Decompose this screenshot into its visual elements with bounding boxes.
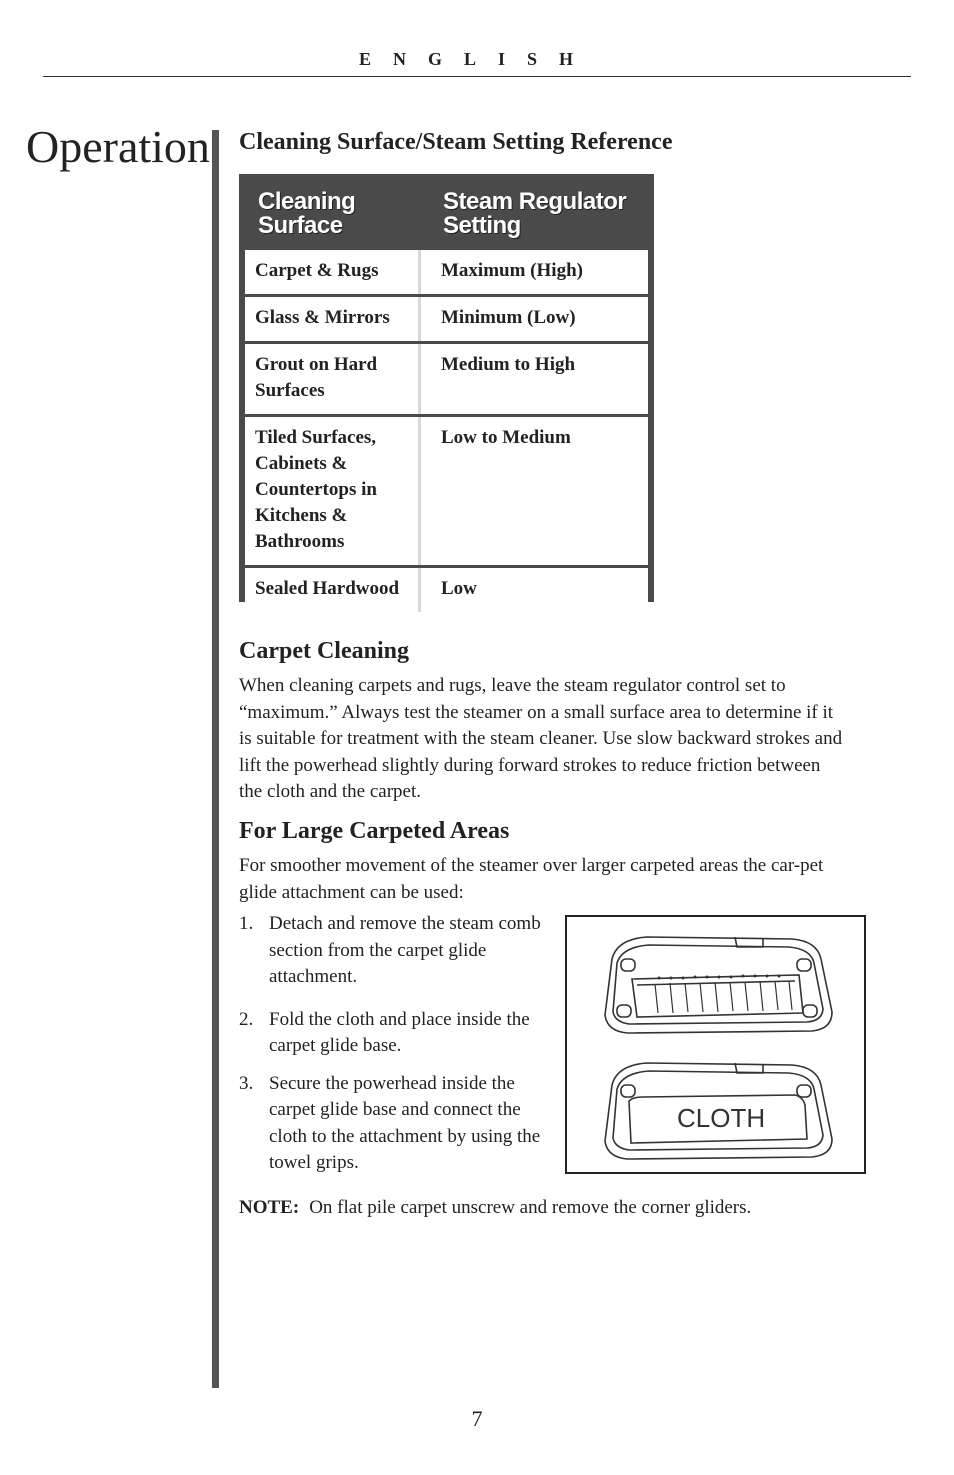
carpet-glide-figure <box>565 915 866 1174</box>
list-item <box>239 911 559 991</box>
cloth-label: CLOTH <box>677 1103 766 1133</box>
header-steam-setting: Steam Regulator Setting <box>443 188 627 239</box>
table-row <box>245 568 648 612</box>
section-title: Operation <box>26 121 210 172</box>
note-text: On flat pile carpet unscrew and remove the corner gliders. <box>309 1197 752 1218</box>
table-row <box>245 297 648 341</box>
table-body <box>245 250 648 612</box>
setting-cell: Maximum (High) <box>441 260 583 281</box>
carpet-cleaning-body: When cleaning carpets and rugs, leave the steam regulator control set to “maximum.” Always test the steamer on a small surface area to determine if it is suitable for treatment with the steam cleaner. Use slow backward strokes and lift the powerhead slightly during forward strokes to reduce friction between the cloth and the carpet. <box>239 675 843 802</box>
large-areas-heading: For Large Carpeted Areas <box>239 818 510 844</box>
table-row <box>245 344 648 414</box>
step-number: 2. <box>239 1008 254 1030</box>
language-header: ENGLISH <box>358 49 596 69</box>
setting-cell: Low <box>441 578 477 599</box>
header-rule <box>43 76 911 77</box>
note <box>239 1195 751 1221</box>
table-row <box>245 417 648 565</box>
setting-cell: Minimum (Low) <box>441 307 576 328</box>
steam-settings-table <box>239 174 654 602</box>
table-header <box>239 174 654 250</box>
table-row <box>245 250 648 294</box>
surface-cell: Glass & Mirrors <box>245 297 421 341</box>
surface-cell: Carpet & Rugs <box>245 250 421 294</box>
large-areas-intro: For smoother movement of the steamer over larger carpeted areas the car-pet glide attachment can be used: <box>239 855 824 903</box>
surface-cell: Tiled Surfaces, Cabinets & Countertops in Kitchens & Bathrooms <box>245 417 421 565</box>
step-number: 1. <box>239 913 254 934</box>
page-number: 7 <box>471 1406 483 1431</box>
carpet-glide-illustration <box>567 917 864 1172</box>
surface-cell: Sealed Hardwood <box>245 568 421 612</box>
section-divider-bar <box>212 130 219 1388</box>
list-item <box>239 1071 559 1177</box>
step-text: Secure the powerhead inside the carpet glide base and connect the cloth to the attachment by using the towel grips. <box>269 1072 541 1173</box>
note-label: NOTE: <box>239 1197 300 1218</box>
step-number: 3. <box>239 1072 254 1094</box>
instruction-steps <box>239 911 559 1177</box>
reference-title: Cleaning Surface/Steam Setting Reference <box>239 129 673 155</box>
step-text: Detach and remove the steam comb section from the carpet glide attachment. <box>269 913 541 987</box>
surface-cell: Grout on Hard Surfaces <box>245 344 421 414</box>
step-text: Fold the cloth and place inside the carpet glide base. <box>269 1008 530 1056</box>
setting-cell: Medium to High <box>441 354 576 375</box>
carpet-cleaning-heading: Carpet Cleaning <box>239 638 409 664</box>
list-item <box>239 1007 559 1060</box>
header-cleaning-surface: Cleaning Surface <box>258 188 356 239</box>
setting-cell: Low to Medium <box>441 427 571 448</box>
